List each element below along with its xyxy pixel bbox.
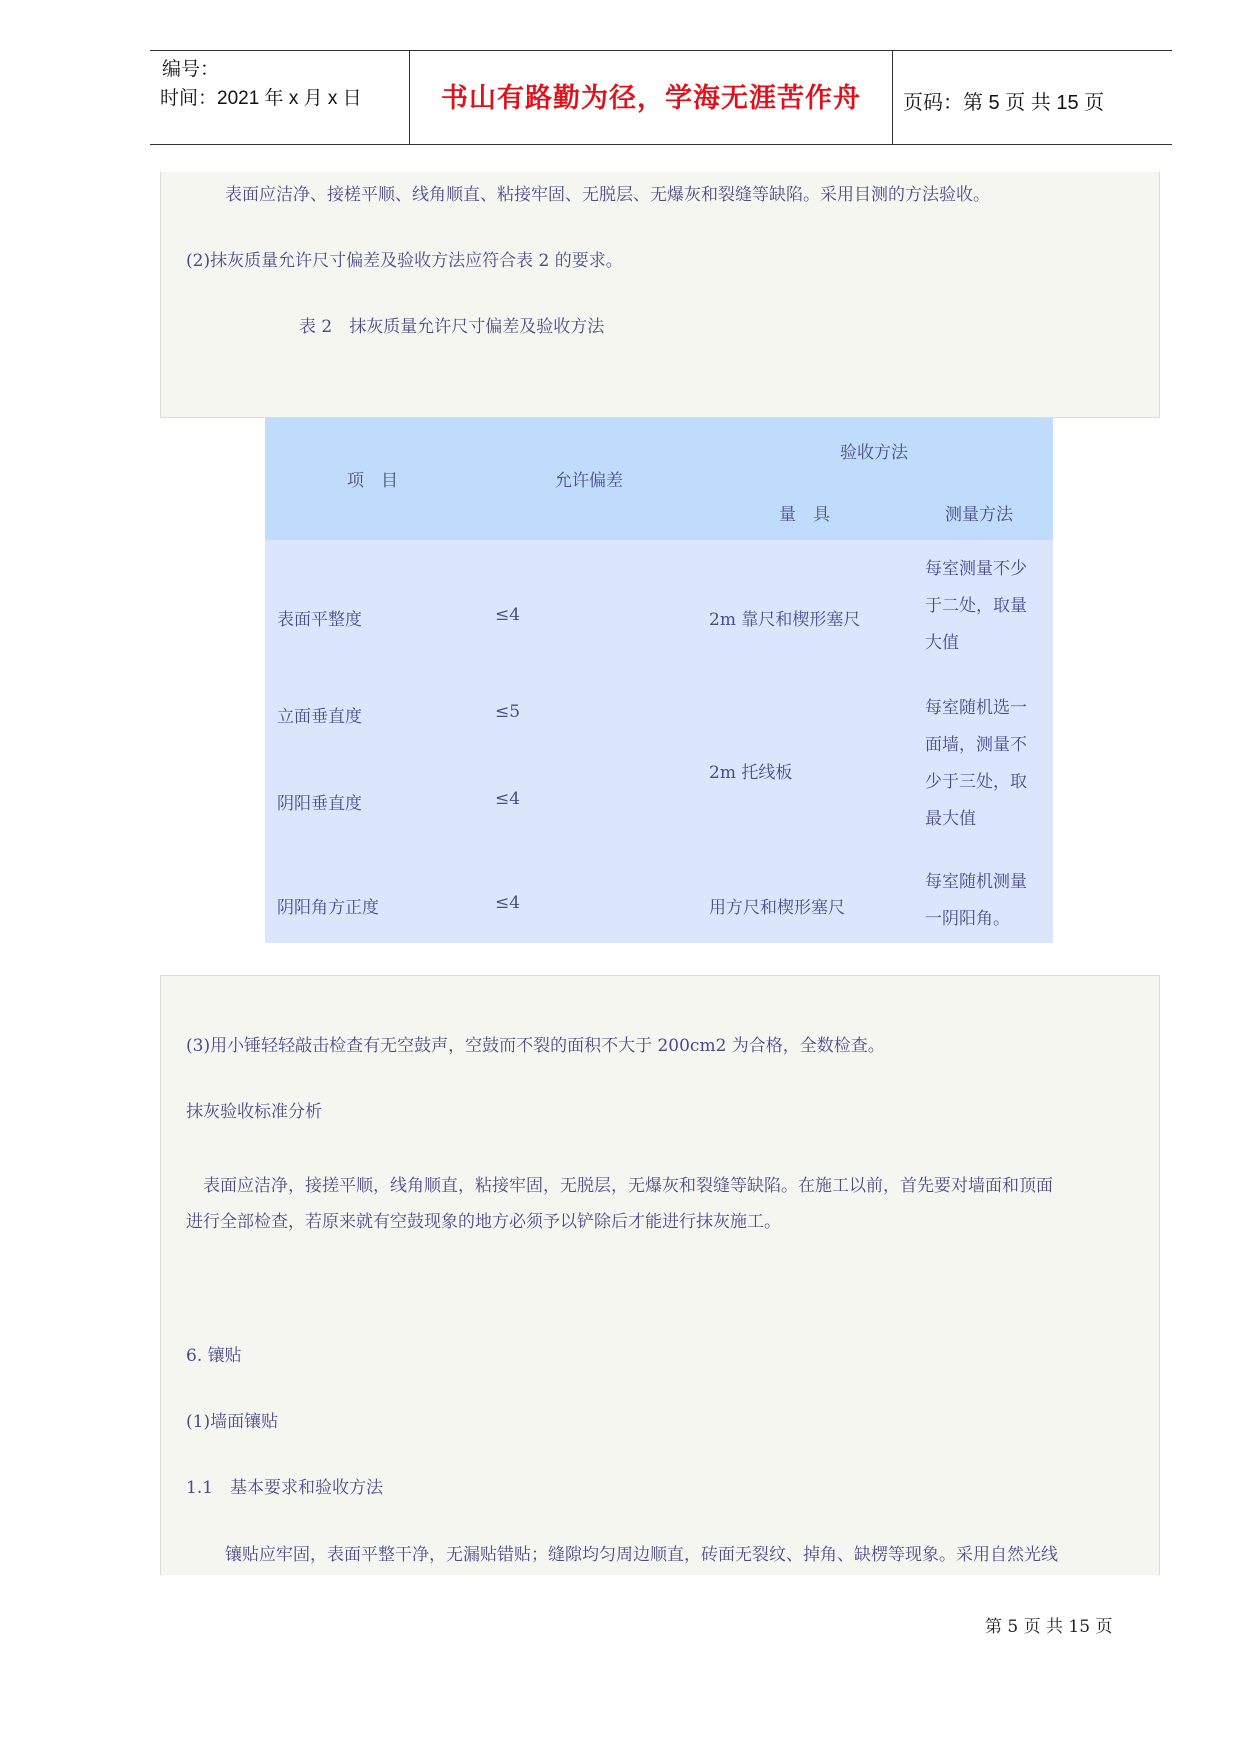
table-cell-tool: 2m 靠尺和楔形塞尺 (709, 610, 861, 630)
table-cell-item: 立面垂直度 (277, 707, 362, 727)
paragraph: 表面应洁净、接槎平顺、线角顺直、粘接牢固、无脱层、无爆灰和裂缝等缺陷。采用目测的方法验收。 (225, 185, 990, 205)
measure-line: 于二处，取量 (925, 596, 1027, 616)
paragraph: (3)用小锤轻轻敲击检查有无空鼓声，空鼓而不裂的面积不大于 200cm2 为合格，全数检查。 (186, 1036, 885, 1056)
header-cell-item: 项 目 (347, 471, 398, 491)
paragraph: (2)抹灰质量允许尺寸偏差及验收方法应符合表 2 的要求。 (186, 251, 623, 271)
table-cell-tolerance: ≤5 (495, 702, 521, 722)
table-cell-item: 表面平整度 (277, 610, 362, 630)
section-heading: 6. 镶贴 (186, 1346, 242, 1366)
section-heading: 抹灰验收标准分析 (186, 1102, 322, 1122)
header-bottom-rule (150, 144, 1172, 145)
header-divider (892, 50, 893, 145)
table-cell-measure (925, 864, 1045, 938)
measure-line: 最大值 (925, 809, 976, 829)
paragraph: 进行全部检查，若原来就有空鼓现象的地方必须予以铲除后才能进行抹灰施工。 (186, 1212, 781, 1232)
table-cell-tolerance: ≤4 (495, 893, 521, 913)
measure-line: 每室随机测量 (925, 872, 1027, 892)
header-cell-tool: 量 具 (779, 505, 830, 525)
table-header (265, 418, 1053, 540)
header-top-rule (150, 50, 1172, 51)
content-box-bottom (160, 975, 1160, 1575)
table-cell-measure-merged (925, 690, 1045, 838)
measure-line: 大值 (925, 633, 959, 653)
tolerance-table (265, 418, 1053, 943)
footer-page-number: 第 5 页 共 15 页 (985, 1617, 1113, 1637)
measure-line: 每室测量不少 (925, 559, 1027, 579)
header-page-number: 页码：第 5 页 共 15 页 (903, 92, 1105, 114)
measure-line: 面墙，测量不 (925, 735, 1027, 755)
measure-line: 少于三处，取 (925, 772, 1027, 792)
section-heading: 1.1 基本要求和验收方法 (186, 1478, 384, 1498)
table-cell-tool: 用方尺和楔形塞尺 (709, 898, 845, 918)
paragraph: 镶贴应牢固，表面平整干净，无漏贴错贴；缝隙均匀周边顺直，砖面无裂纹、掉角、缺楞等现象。采用自然光线 (225, 1545, 1058, 1565)
measure-line: 一阴阳角。 (925, 909, 1010, 929)
paragraph: 表面应洁净，接搓平顺，线角顺直，粘接牢固，无脱层，无爆灰和裂缝等缺陷。在施工以前，首先要对墙面和顶面 (203, 1176, 1053, 1196)
header-serial: 编号： (162, 59, 220, 80)
section-heading: (1)墙面镶贴 (186, 1412, 279, 1432)
header-cell-method-group: 验收方法 (840, 443, 908, 463)
table-cell-tool-merged: 2m 托线板 (709, 763, 793, 783)
header-time: 时间：2021 年 x 月 x 日 (160, 88, 362, 109)
header-cell-measure: 测量方法 (945, 505, 1013, 525)
header-cell-tolerance: 允许偏差 (555, 471, 623, 491)
table-cell-tolerance: ≤4 (495, 789, 521, 809)
header-motto: 书山有路勤为径，学海无涯苦作舟 (441, 83, 861, 114)
content-box-top (160, 172, 1160, 418)
table-cell-item: 阴阳垂直度 (277, 794, 362, 814)
table-caption: 表 2 抹灰质量允许尺寸偏差及验收方法 (299, 317, 605, 337)
measure-line: 每室随机选一 (925, 698, 1027, 718)
table-cell-item: 阴阳角方正度 (277, 898, 379, 918)
table-cell-measure (925, 551, 1045, 662)
table-body (265, 540, 1053, 943)
table-cell-tolerance: ≤4 (495, 605, 521, 625)
